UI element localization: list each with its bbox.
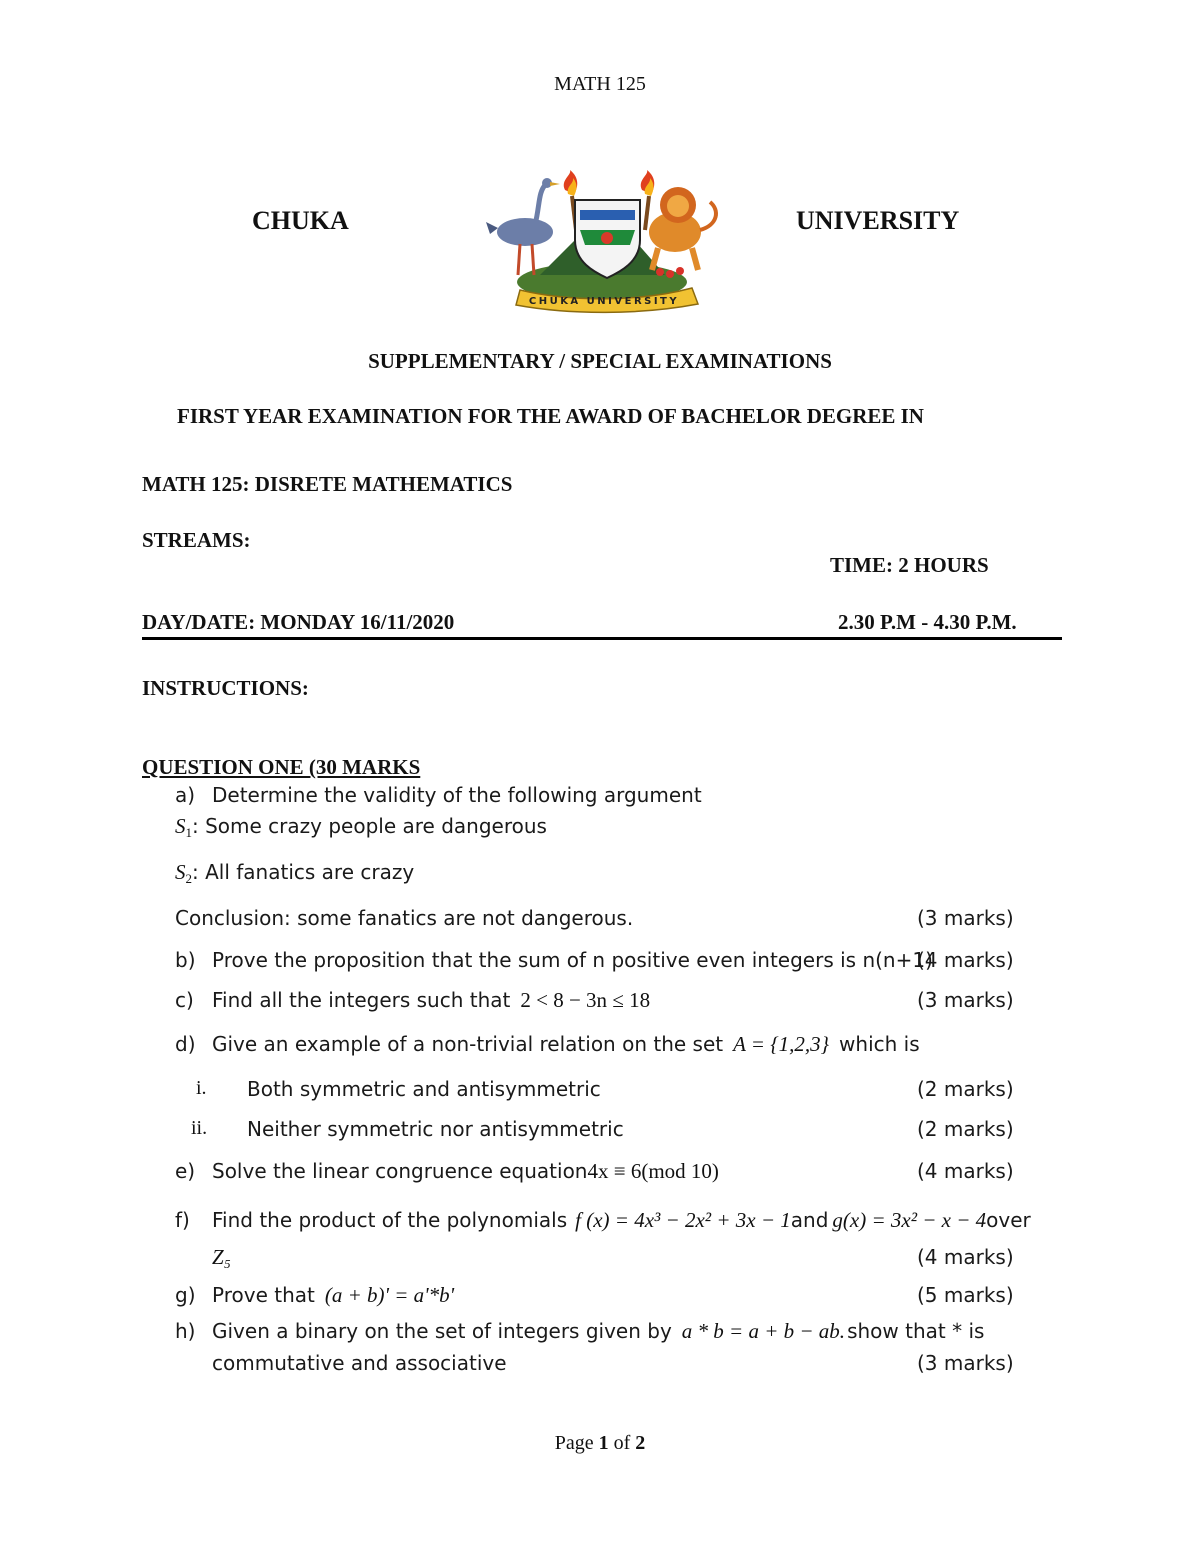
subitem-i-text: Both symmetric and antisymmetric	[247, 1077, 601, 1101]
premise-s1-symbol: S	[175, 814, 186, 838]
subitem-label-ii: ii.	[191, 1117, 208, 1139]
premise-s2	[175, 860, 414, 887]
marks-h: (3 marks)	[917, 1351, 1014, 1375]
premise-s1-subscript: 1	[185, 825, 192, 841]
subitem-label-i: i.	[196, 1077, 207, 1099]
item-f	[212, 1208, 1031, 1233]
marks-a: (3 marks)	[917, 906, 1014, 930]
item-f-polynomial-f: f (x) = 4x³ − 2x² + 3x − 1	[575, 1208, 791, 1232]
marks-f: (4 marks)	[917, 1245, 1014, 1269]
item-label-c: c)	[175, 988, 194, 1012]
item-c-inequality: 2 < 8 − 3n ≤ 18	[520, 988, 651, 1012]
logo-banner-text: CHUKA UNIVERSITY	[528, 296, 680, 307]
university-name-left: CHUKA	[252, 206, 349, 235]
instructions-label: INSTRUCTIONS:	[142, 676, 309, 700]
item-h-operation: a * b = a + b − ab.	[681, 1319, 846, 1343]
subitem-ii-text: Neither symmetric nor antisymmetric	[247, 1117, 624, 1141]
premise-s1-text: : Some crazy people are dangerous	[192, 814, 547, 838]
item-b-text: Prove the proposition that the sum of n positive even integers is n(n+1)	[212, 948, 933, 972]
premise-s2-subscript: 2	[185, 871, 192, 887]
item-g	[212, 1283, 454, 1308]
streams-label: STREAMS:	[142, 528, 251, 552]
item-label-e: e)	[175, 1159, 196, 1183]
item-h-text-2: show that * is	[847, 1319, 985, 1343]
premise-s2-text: : All fanatics are crazy	[192, 860, 415, 884]
item-g-identity: (a + b)' = a'*b'	[324, 1283, 455, 1307]
marks-d-i: (2 marks)	[917, 1077, 1014, 1101]
page-current: 1	[598, 1432, 609, 1454]
question-one-title: QUESTION ONE (30 MARKS	[142, 755, 421, 779]
item-label-d: d)	[175, 1032, 196, 1056]
premise-s1	[175, 814, 547, 841]
item-d-text-2: which is	[839, 1032, 920, 1056]
exam-day-date: DAY/DATE: MONDAY 16/11/2020	[142, 610, 455, 634]
item-d	[212, 1032, 920, 1057]
exam-type-heading: SUPPLEMENTARY / SPECIAL EXAMINATIONS	[368, 349, 832, 373]
item-c-text: Find all the integers such that	[212, 988, 511, 1012]
exam-time: TIME: 2 HOURS	[830, 553, 989, 577]
item-label-h: h)	[175, 1319, 196, 1343]
item-e-congruence: 4x ≡ 6(mod 10)	[587, 1159, 719, 1183]
university-crest-logo	[480, 170, 725, 315]
page-prefix: Page	[554, 1432, 599, 1454]
exam-session-time: 2.30 P.M - 4.30 P.M.	[838, 610, 1017, 634]
item-label-a: a)	[175, 783, 196, 807]
conclusion-text: Conclusion: some fanatics are not dangerous.	[175, 906, 634, 930]
item-d-text: Give an example of a non-trivial relation on the set	[212, 1032, 724, 1056]
course-title: MATH 125: DISRETE MATHEMATICS	[142, 472, 513, 496]
item-f-polynomial-g: g(x) = 3x² − x − 4	[832, 1208, 987, 1232]
marks-e: (4 marks)	[917, 1159, 1014, 1183]
item-h-text: Given a binary on the set of integers given by	[212, 1319, 672, 1343]
premise-s2-symbol: S	[175, 860, 186, 884]
page-number-footer	[0, 1432, 1200, 1455]
item-c	[212, 988, 650, 1013]
item-f-field: Z₅	[212, 1245, 231, 1269]
item-e-text: Solve the linear congruence equation	[212, 1159, 588, 1183]
item-f-text: Find the product of the polynomials	[212, 1208, 568, 1232]
item-e	[212, 1159, 719, 1184]
marks-g: (5 marks)	[917, 1283, 1014, 1307]
item-f-over: over	[986, 1208, 1031, 1232]
item-d-set: A = {1,2,3}	[733, 1032, 830, 1056]
item-label-b: b)	[175, 948, 196, 972]
item-h-line-2: commutative and associative	[212, 1351, 507, 1375]
page-of: of	[608, 1432, 636, 1454]
item-f-and: and	[790, 1208, 829, 1232]
marks-d-ii: (2 marks)	[917, 1117, 1014, 1141]
item-a-text: Determine the validity of the following argument	[212, 783, 702, 807]
page-total: 2	[635, 1432, 646, 1454]
header-divider	[142, 637, 1062, 640]
exam-award-heading: FIRST YEAR EXAMINATION FOR THE AWARD OF BACHELOR DEGREE IN	[177, 404, 924, 428]
marks-c: (3 marks)	[917, 988, 1014, 1012]
item-label-g: g)	[175, 1283, 196, 1307]
item-g-text: Prove that	[212, 1283, 315, 1307]
running-header: MATH 125	[554, 73, 646, 95]
university-name-right: UNIVERSITY	[796, 206, 960, 235]
item-h	[212, 1319, 984, 1344]
item-label-f: f)	[175, 1208, 190, 1232]
marks-b: (4 marks)	[917, 948, 1014, 972]
